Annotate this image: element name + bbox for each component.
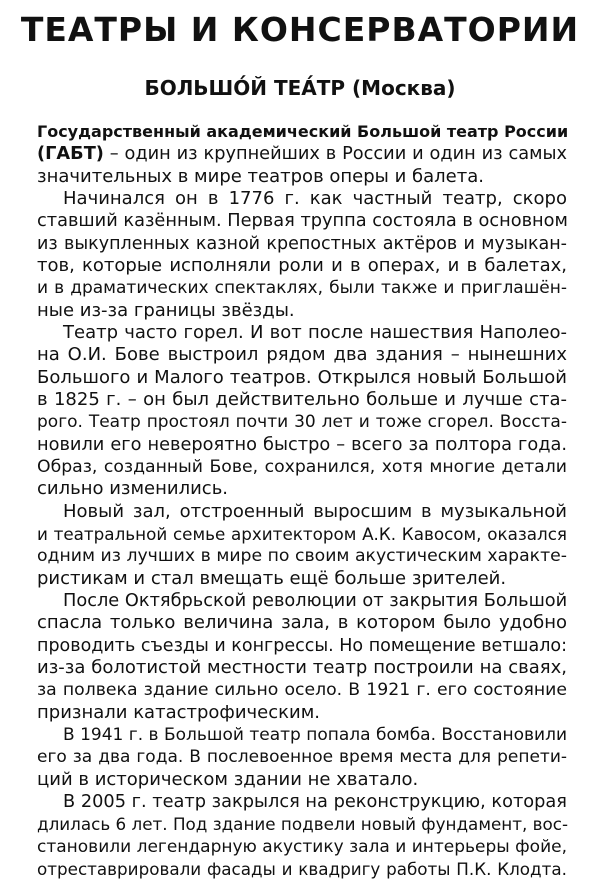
- regular-text: значительных в мире театров оперы и балета.: [37, 165, 484, 187]
- text-line: новили его невероятно быстро – всего за полтора года.: [37, 434, 567, 455]
- text-line: отреставрировали фасады и квадригу работы П.К. Клодта.: [37, 859, 567, 879]
- text-line: ций в историческом здании не хватало.: [37, 768, 419, 790]
- text-line: В 1941 г. в Большой театр попала бомба. Восстановили: [63, 725, 567, 745]
- text-line: Начинался он в 1776 г. как частный театр, скоро: [63, 188, 567, 209]
- text-line: рого. Театр простоял почти 30 лет и тоже сгорел. Восста-: [37, 412, 567, 433]
- regular-text: – один из крупнейших в России и один из самых: [103, 144, 567, 165]
- text-line: и театральной семье архитектором А.К. Кавосом, оказался: [37, 524, 567, 544]
- page-title: ТЕАТРЫ И КОНСЕРВАТОРИИ: [20, 10, 580, 49]
- text-line: одним из лучших в мире по своим акустическим характе-: [37, 546, 567, 567]
- text-line: его за два года. В послевоенное время места для репети-: [37, 747, 567, 768]
- text-line: После Октябрьской революции от закрытия Большой: [63, 591, 568, 611]
- text-line: тов, которые исполняли роли и в операх, и в балетах,: [37, 255, 567, 276]
- text-line: спасла только величина зала, в котором было удобно: [37, 612, 567, 634]
- text-line: за полвека здание сильно осело. В 1921 г. его состояние: [37, 680, 567, 701]
- theatre-city: (Москва): [352, 76, 456, 100]
- text-line: проводить съезды и конгрессы. Но помещение ветшало:: [37, 635, 568, 656]
- text-line: [37, 143, 567, 165]
- text-line: Образ, созданный Бове, сохранился, хотя многие детали: [37, 457, 567, 477]
- text-line: из выкупленных казной крепостных актёров и музыкан-: [37, 233, 567, 254]
- text-line: [37, 121, 567, 143]
- text-line: Большого и Малого театров. Открылся новый Большой: [37, 366, 567, 388]
- text-line: В 2005 г. театр закрылся на реконструкцию, которая: [63, 792, 567, 812]
- text-line: признали катастрофическим.: [37, 701, 320, 723]
- text-line: на О.И. Бове выстроил рядом два здания – нынешних: [37, 344, 567, 366]
- text-line: из-за болотистой местности театр построили на сваях,: [37, 657, 567, 678]
- text-line: Театр часто горел. И вот после нашествия Наполео-: [63, 322, 567, 343]
- text-line: длилась 6 лет. Под здание подвели новый фундамент, вос-: [37, 814, 568, 835]
- text-line: [37, 166, 567, 188]
- section-heading: [0, 76, 600, 100]
- text-line: и в драматических спектаклях, были также и приглашён-: [37, 278, 567, 299]
- text-line: ставший казённым. Первая труппа состояла в основном: [37, 211, 568, 232]
- bold-text: (ГАБТ): [37, 144, 104, 165]
- bold-text: Государственный академический Большой театр России: [37, 122, 569, 141]
- text-line: ные из-за границы звёзды.: [37, 299, 295, 321]
- text-line: в 1825 г. – он был действительно больше и лучше ста-: [37, 389, 567, 410]
- text-line: Новый зал, отстроенный выросшим в музыкальной: [63, 500, 567, 522]
- text-line: ристикам и стал вмещать ещё больше зрителей.: [37, 567, 507, 589]
- theatre-name: БОЛЬШО́Й ТЕА́ТР: [144, 76, 346, 100]
- text-line: сильно изменились.: [37, 478, 229, 500]
- text-line: становили легендарную акустику зала и интерьеры фойе,: [37, 836, 567, 857]
